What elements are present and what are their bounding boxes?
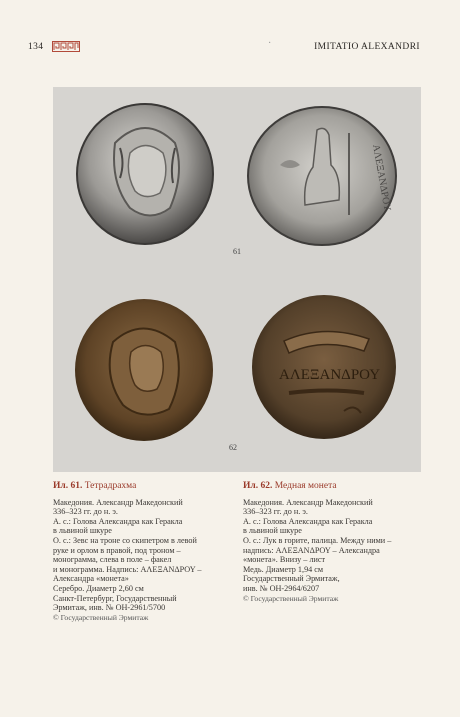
- greek-key-icon: [52, 41, 80, 52]
- caption-line: Эрмитаж, инв. № ОН-2961/5700: [53, 603, 166, 613]
- caption-62: [243, 482, 418, 603]
- page-number: 134: [28, 42, 44, 52]
- caption-line: Медь. Диаметр 1,94 см: [243, 564, 324, 574]
- caption-61: [53, 482, 228, 622]
- caption-line: О. с.: Лук в горите, палица. Между ними –: [243, 535, 392, 545]
- page-header: [28, 38, 420, 58]
- caption-line: Македония. Александр Македонский: [243, 497, 373, 507]
- caption-line: «монета». Внизу – лист: [243, 555, 326, 565]
- tetradrachm-obverse-icon: [75, 103, 215, 245]
- caption-line: Санкт-Петербург, Государственный: [53, 593, 177, 603]
- caption-line: А. с.: Голова Александра как Геракла: [53, 516, 183, 526]
- running-title: IMITATIO ALEXANDRI: [314, 42, 420, 52]
- figure-label-62: 62: [229, 443, 237, 452]
- caption-number: Ил. 61.: [53, 481, 83, 491]
- caption-line: А. с.: Голова Александра как Геракла: [243, 516, 373, 526]
- caption-line: монограмма, слева в поле – факел: [53, 555, 172, 565]
- header-divider-mark: ·: [268, 38, 272, 49]
- tetradrachm-reverse-icon: [245, 105, 399, 247]
- caption-title-61: [53, 482, 228, 492]
- svg-text:ΑΛΕΞΑΝΔΡΟΥ: ΑΛΕΞΑΝΔΡΟΥ: [279, 367, 381, 383]
- caption-line: в львиной шкуре: [53, 526, 112, 536]
- caption-line: инв. № ОН-2964/6207: [243, 583, 320, 593]
- caption-line: 336–323 гг. до н. э.: [243, 507, 308, 517]
- caption-name: Тетрадрахма: [84, 481, 137, 491]
- caption-line: Серебро. Диаметр 2,60 см: [53, 583, 144, 593]
- caption-line: руке и орлом в правой, под троном –: [53, 545, 181, 555]
- figure-label-61: 61: [233, 247, 241, 256]
- caption-number: Ил. 62.: [243, 481, 273, 491]
- caption-title-62: [243, 482, 418, 492]
- caption-line: в львиной шкуре: [243, 526, 302, 536]
- bronze-reverse-icon: [249, 293, 399, 441]
- caption-line: Государственный Эрмитаж,: [243, 574, 340, 584]
- caption-line: 336–323 гг. до н. э.: [53, 507, 118, 517]
- caption-line: и монограмма. Надпись: ΑΛΕΞΑΝΔΡΟΥ –: [53, 564, 202, 574]
- caption-line: Македония. Александр Македонский: [53, 497, 183, 507]
- bronze-obverse-icon: [73, 297, 215, 443]
- svg-text:ΑΛΕΞΑΝΔΡΟΥ: ΑΛΕΞΑΝΔΡΟΥ: [370, 143, 393, 212]
- caption-line: надпись: ΑΛΕΞΑΝΔΡΟΥ – Александра: [243, 545, 380, 555]
- caption-line: О. с.: Зевс на троне со скипетром в левой: [53, 535, 197, 545]
- copyright: © Государственный Эрмитаж: [53, 612, 149, 622]
- caption-name: Медная монета: [274, 481, 337, 491]
- coin-plate: [53, 87, 421, 472]
- caption-line: Александра «монета»: [53, 574, 129, 584]
- copyright: © Государственный Эрмитаж: [243, 593, 339, 603]
